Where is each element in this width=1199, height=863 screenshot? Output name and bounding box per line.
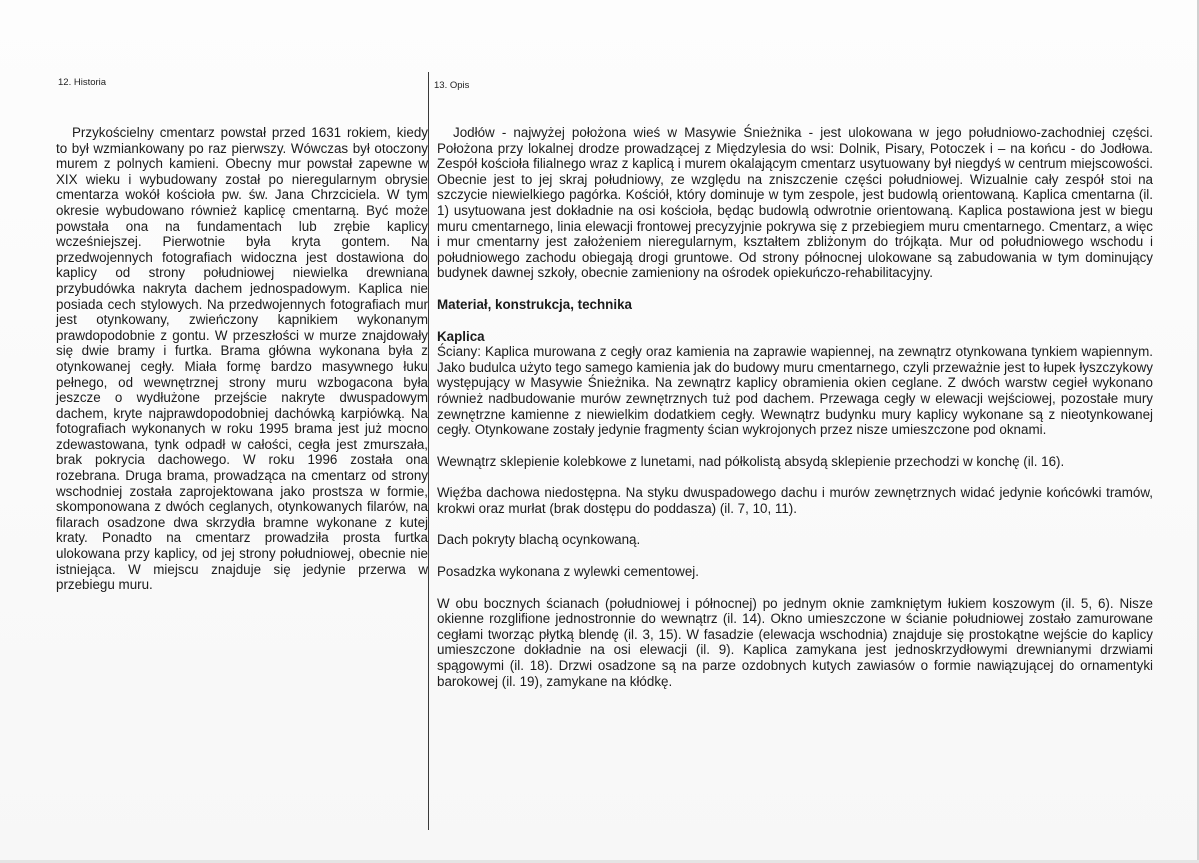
windows-paragraph: W obu bocznych ścianach (południowej i północnej) po jednym oknie zamkniętym łukiem koszowym (il. 5, 6). Nisze okienne rozglifione jednostronnie do wewnątrz (il. 14). Okno umieszczone w ścianie południowej zostało zamurowane cegłami tworząc płytką blendę (il. 3, 15). W fasadzie (elewacja wschodnia) znajduje się prostokątne wejście do kaplicy umieszczone dokładnie na osi elewacji (il. 9). Kaplica zamykana jest jednoskrzydłowymi drewnianymi drzwiami spągowymi (il. 18). Drzwi osadzone są na parze ozdobnych kutych zawiasów o formie nawiązującej do ornamentyki barokowej (il. 19), zamykane na kłódkę. [437, 595, 1153, 689]
heading-material: Materiał, konstrukcja, technika [437, 296, 632, 312]
walls-paragraph: Ściany: Kaplica murowana z cegły oraz kamienia na zaprawie wapiennej, na zewnątrz otynkowana tynkiem wapiennym. Jako budulca użyto tego samego kamienia jak do budowy muru cmentarnego, czyli przeważnie jest to łupek łyszczykowy występujący w Masywie Śnieżnika. Na zewnątrz kaplicy obramienia okien ceglane. Z dwóch warstw cegieł wykonano również nadbudowanie murów zewnętrznych tuż pod dachem. Przewaga cegły w elewacji wejściowej, pozostałe mury zewnętrzne kamienne z niewielkim dodatkiem cegły. Wewnątrz budynku mury kaplicy wykonane są z nieotynkowanej cegły. Otynkowane zostały jedynie fragmenty ścian wykrojonych przez nisze umieszczone pod oknami. [437, 344, 1154, 438]
truss-paragraph: Więźba dachowa niedostępna. Na styku dwuspadowego dachu i murów zewnętrznych widać jedynie końcówki tramów, krokwi oraz murłat (brak dostępu do poddasza) (il. 7, 10, 11). [437, 485, 1153, 516]
floor-paragraph: Posadzka wykonana z wylewki cementowej. [437, 564, 699, 580]
history-column [56, 125, 428, 593]
roof-paragraph: Dach pokryty blachą ocynkowaną. [437, 532, 641, 548]
heading-kaplica: Kaplica [437, 328, 485, 344]
section-label-description: 13. Opis [434, 80, 470, 91]
history-paragraph: Przykościelny cmentarz powstał przed 1631 rokiem, kiedy to był wzmiankowany po raz pierwszy. Wówczas był otoczony murem z polnych kamieni. Obecny mur powstał zapewne w XIX wieku i wybudowany został po nieregularnym obrysie cmentarza wokół kościoła pw. św. Jana Chrzciciela. W tym okresie wybudowano również kaplicę cmentarną. Być może powstała ona na fundamentach lub zrębie kaplicy wcześniejszej. Pierwotnie była kryta gontem. Na przedwojennych fotografiach widoczna jest dostawiona do kaplicy od strony południowej niewielka drewniana przybudówka nakryta dachem jednospadowym. Kaplica nie posiada cech stylowych. Na przedwojennych fotografiach mur jest otynkowany, zwieńczony kapnikiem wykonanym prawdopodobnie z gontu. W przeszłości w murze znajdowały się dwie bramy i furtka. Brama główna wykonana była z otynkowanej cegły. Miała formę bardzo masywnego łuku pełnego, od wewnętrznej strony muru wzbogacona była jeszcze o wydłużone przejście nakryte dwuspadowym dachem, kryte najprawdopodobniej dachówką karpiówką. Na fotografiach wykonanych w roku 1995 brama jest już mocno zdewastowana, tynk odpadł w całości, cegła jest zmurszała, brak pokrycia dachowego. W roku 1996 została ona rozebrana. Druga brama, prowadząca na cmentarz od strony wschodniej została zaprojektowana jako prostsza w formie, skomponowana z dwóch ceglanych, otynkowanych filarów, na filarach osadzone dwa skrzydła bramne wykonane z kutej kraty. Ponadto na cmentarz prowadziła prosta furtka ulokowana przy kaplicy, od jej strony południowej, obecnie nie istniejąca. W miejscu znajduje się jedynie przerwa w przebiegu muru. [56, 125, 428, 593]
section-label-history: 12. Historia [58, 77, 107, 88]
vault-paragraph: Wewnątrz sklepienie kolebkowe z lunetami, nad półkolistą absydą sklepienie przechodzi w konchę (il. 16). [437, 453, 1065, 469]
description-column [437, 125, 1153, 689]
description-intro: Jodłów - najwyżej położona wieś w Masywie Śnieżnika - jest ulokowana w jego południowo-zachodniej części. Położona przy lokalnej drodze prowadzącej z Międzylesia do wsi: Dolnik, Pisary, Potoczek i – na końcu - do Jodłowa. Zespół kościoła filialnego wraz z kaplicą i murem okalającym cmentarz usytuowany był niegdyś w centrum miejscowości. Obecnie jest to jej skraj południowy, ze względu na zniszczenie części południowej. Wizualnie cały zespół stoi na szczycie niewielkiego pagórka. Kościół, który dominuje w tym zespole, jest budowlą orientowaną. Kaplica cmentarna (il. 1) usytuowana jest dokładnie na osi kościoła, będąc budowlą odwrotnie orientowaną. Kaplica postawiona jest w biegu muru cmentarnego, linia elewacji frontowej precyzyjnie pokrywa się z przebiegiem muru cmentarnego. Cmentarz, a więc i mur cmentarny jest założeniem nieregularnym, kształtem zbliżonym do trójkąta. Mur od południowego wschodu i południowego zachodu obiegają drogi gruntowe. Od strony północnej ulokowane są zabudowania w tym dominujący budynek dawnej szkoły, obecnie zamieniony na ośrodek opiekuńczo-rehabilitacyjny. [437, 125, 1153, 281]
column-divider [428, 72, 429, 830]
